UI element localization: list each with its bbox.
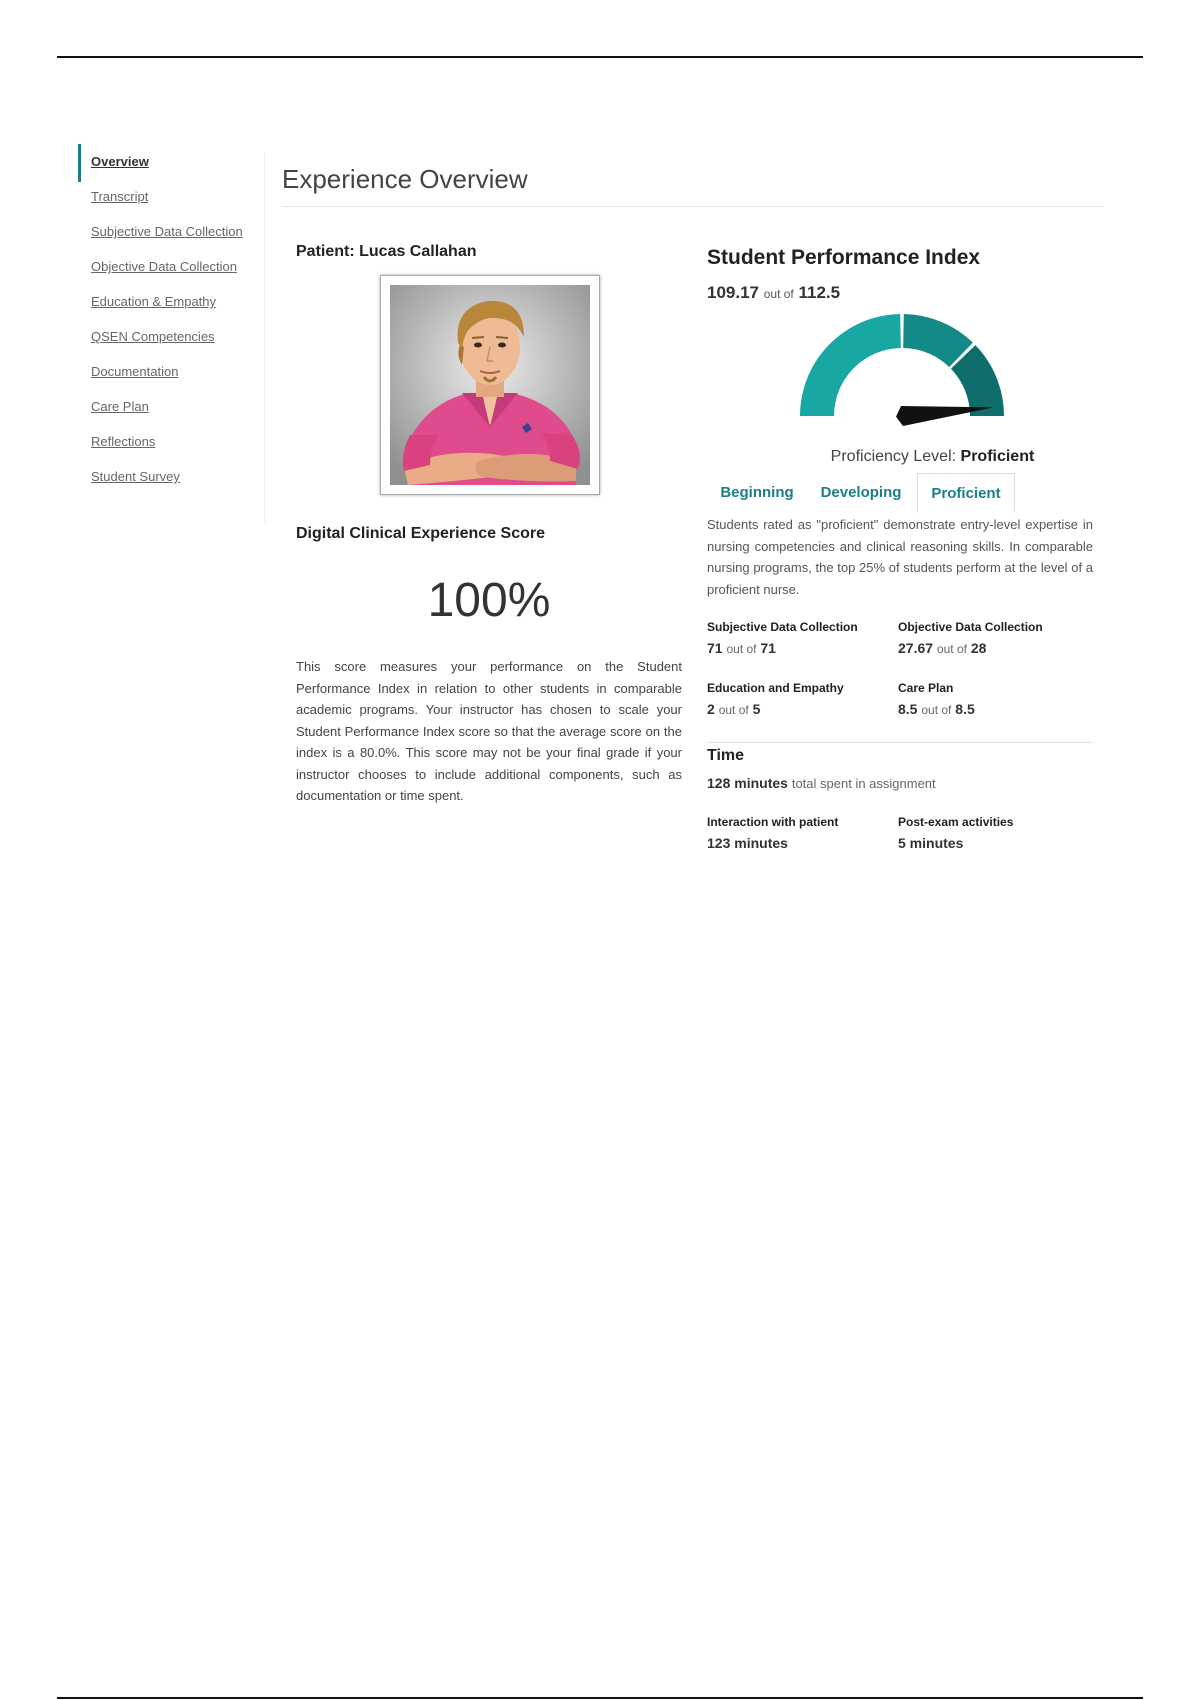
stat-interaction-label: Interaction with patient xyxy=(707,815,839,829)
stat-post-exam-value: 5 minutes xyxy=(898,835,964,851)
sidebar-item-documentation[interactable]: Documentation xyxy=(91,364,179,379)
stat-education-max: 5 xyxy=(752,701,761,717)
time-title: Time xyxy=(707,747,745,764)
gauge-band-beginning xyxy=(800,314,901,416)
tab-developing[interactable]: Developing xyxy=(820,484,902,501)
stat-objective-label: Objective Data Collection xyxy=(898,620,1043,634)
stat-subjective-max: 71 xyxy=(760,640,776,656)
sidebar-nav xyxy=(78,152,265,522)
stat-subjective-value: 71 xyxy=(707,640,723,656)
stat-education-out-of: out of xyxy=(718,703,749,717)
stat-subjective-out-of: out of xyxy=(726,642,757,656)
header-rule xyxy=(57,56,1143,58)
performance-section xyxy=(707,246,1093,851)
sidebar-item-subjective-data-collection[interactable]: Subjective Data Collection xyxy=(91,224,243,239)
patient-label: Patient: Lucas Callahan xyxy=(296,243,477,260)
spi-out-of: out of xyxy=(763,287,794,301)
stat-care-plan-out-of: out of xyxy=(921,703,952,717)
patient-avatar xyxy=(380,275,600,495)
title-divider xyxy=(282,206,1104,207)
proficiency-tabs xyxy=(707,473,1093,513)
sidebar-item-reflections[interactable]: Reflections xyxy=(91,434,156,449)
patient-avatar-image xyxy=(390,285,590,485)
stat-interaction-value: 123 minutes xyxy=(707,835,788,851)
proficiency-gauge xyxy=(792,308,1012,438)
score-description: This score measures your performance on the Student Performance Index in relation to other students in comparable academic programs. Your instructor has chosen to scale your Student Performance Index score so that the average score on the index is a 80.0%. This score may not be your final grade if your instructor chooses to include additional components, such as documentation or time spent. xyxy=(296,659,682,803)
sidebar-item-qsen-competencies[interactable]: QSEN Competencies xyxy=(91,329,215,344)
spi-score xyxy=(707,283,840,303)
proficiency-level xyxy=(707,448,1093,466)
time-total-suffix: total spent in assignment xyxy=(791,776,936,791)
sidebar-item-transcript[interactable]: Transcript xyxy=(91,189,149,204)
time-total xyxy=(707,775,936,791)
spi-score-value: 109.17 xyxy=(707,283,759,302)
score-title: Digital Clinical Experience Score xyxy=(296,525,545,542)
score-value: 100% xyxy=(427,574,551,627)
sidebar-item-care-plan[interactable]: Care Plan xyxy=(91,399,149,414)
stat-subjective-label: Subjective Data Collection xyxy=(707,620,858,634)
stat-objective-value: 27.67 xyxy=(898,640,934,656)
spi-score-max: 112.5 xyxy=(798,283,841,302)
stat-care-plan-value: 8.5 xyxy=(898,701,918,717)
stat-objective-out-of: out of xyxy=(936,642,967,656)
tab-beginning[interactable]: Beginning xyxy=(720,484,794,501)
stat-objective-max: 28 xyxy=(970,640,987,656)
sidebar-item-objective-data-collection[interactable]: Objective Data Collection xyxy=(91,259,237,274)
proficiency-description: Students rated as "proficient" demonstrate entry-level expertise in nursing competencies and clinical reasoning skills. In comparable nursing programs, the top 25% of students perform at the level of a proficient nurse. xyxy=(707,517,1093,597)
stat-objective xyxy=(898,620,1088,656)
footer-rule xyxy=(57,1697,1143,1699)
stat-education-label: Education and Empathy xyxy=(707,681,844,695)
stat-interaction-time xyxy=(707,815,897,851)
stat-education xyxy=(707,681,897,717)
spi-title: Student Performance Index xyxy=(707,246,981,269)
sidebar-item-overview[interactable]: Overview xyxy=(78,152,264,172)
tab-proficient[interactable]: Proficient xyxy=(917,473,1015,513)
page-title: Experience Overview xyxy=(282,164,528,194)
stat-post-exam-time xyxy=(898,815,1088,851)
stat-subjective xyxy=(707,620,897,656)
sidebar-item-student-survey[interactable]: Student Survey xyxy=(91,469,180,484)
sidebar-item-education-empathy[interactable]: Education & Empathy xyxy=(91,294,217,309)
time-total-value: 128 minutes xyxy=(707,775,788,791)
stat-care-plan-max: 8.5 xyxy=(955,701,975,717)
proficiency-level-label: Proficiency Level: xyxy=(830,448,957,465)
time-divider xyxy=(707,742,1093,743)
stat-education-value: 2 xyxy=(707,701,715,717)
patient-section xyxy=(296,243,682,803)
stat-post-exam-label: Post-exam activities xyxy=(898,815,1014,829)
stat-care-plan-label: Care Plan xyxy=(898,681,954,695)
proficiency-level-value: Proficient xyxy=(960,448,1035,465)
stat-care-plan xyxy=(898,681,1088,717)
